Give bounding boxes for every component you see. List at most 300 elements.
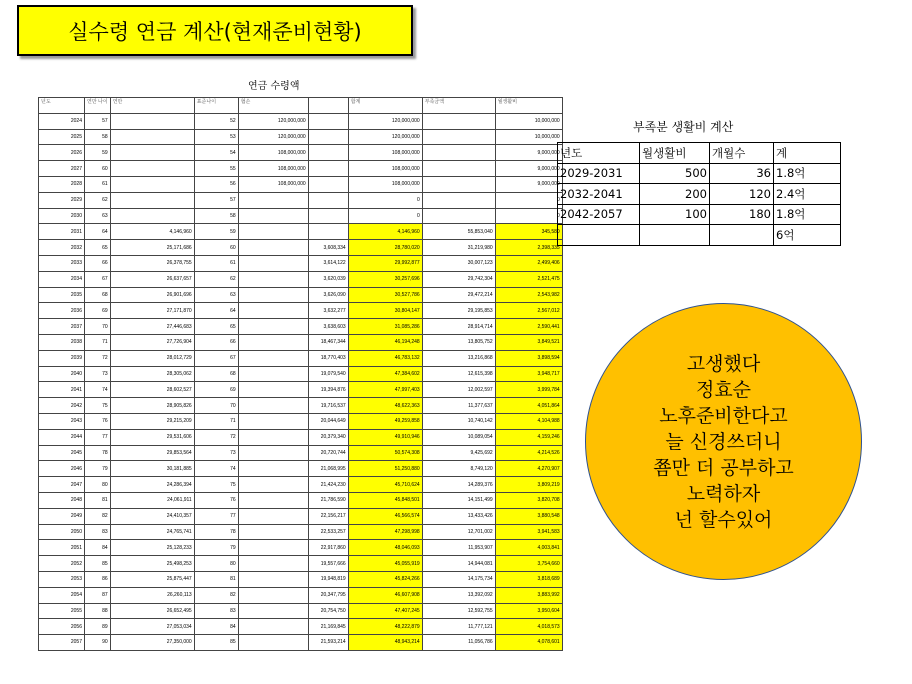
table-cell: 30,804,147 bbox=[348, 303, 422, 319]
table-cell: 2047 bbox=[39, 477, 85, 493]
table-cell: 11,777,121 bbox=[422, 619, 495, 635]
table-cell: 3,941,583 bbox=[495, 524, 562, 540]
table-cell: 12,592,755 bbox=[422, 603, 495, 619]
table-cell bbox=[238, 461, 308, 477]
table-cell: 4,146,960 bbox=[348, 224, 422, 240]
table-cell: 12,002,597 bbox=[422, 382, 495, 398]
table-cell: 80 bbox=[85, 477, 111, 493]
table-row bbox=[39, 271, 563, 287]
table-cell: 46,607,908 bbox=[348, 587, 422, 603]
table-cell: 81 bbox=[85, 492, 111, 508]
table-cell: 24,061,911 bbox=[110, 492, 194, 508]
table-cell: 72 bbox=[85, 350, 111, 366]
table-cell: 108,000,000 bbox=[348, 161, 422, 177]
table-cell bbox=[422, 113, 495, 129]
message-line: 늘 신경쓰더니 bbox=[665, 430, 782, 453]
table-cell: 2,567,012 bbox=[495, 303, 562, 319]
table-cell: 12,615,398 bbox=[422, 366, 495, 382]
table-cell: 0 bbox=[495, 192, 562, 208]
message-line: 정효순 bbox=[695, 378, 752, 401]
table-cell: 90 bbox=[85, 635, 111, 651]
message-line: 노후준비한다고 bbox=[659, 404, 788, 427]
page-title-text: 실수령 연금 계산(현재준비현황) bbox=[68, 19, 362, 44]
table-cell: 64 bbox=[85, 224, 111, 240]
table-cell: 47,407,245 bbox=[348, 603, 422, 619]
table-cell: 55 bbox=[194, 161, 238, 177]
table-row bbox=[39, 145, 563, 161]
table-cell: 21,424,230 bbox=[308, 477, 348, 493]
table-cell: 19,079,540 bbox=[308, 366, 348, 382]
table-cell: 84 bbox=[85, 540, 111, 556]
table-cell: 14,175,734 bbox=[422, 571, 495, 587]
table-cell: 83 bbox=[85, 524, 111, 540]
side-header-row bbox=[558, 143, 841, 164]
table-cell: 28,012,729 bbox=[110, 350, 194, 366]
side-header-cell: 계 bbox=[774, 143, 841, 164]
side-row bbox=[558, 163, 841, 184]
table-cell: 27,446,683 bbox=[110, 319, 194, 335]
side-header-cell: 년도 bbox=[558, 143, 640, 164]
table-cell: 20,347,795 bbox=[308, 587, 348, 603]
table-cell: 69 bbox=[194, 382, 238, 398]
table-cell: 10,000,000 bbox=[495, 129, 562, 145]
table-cell: 20,720,744 bbox=[308, 445, 348, 461]
table-cell: 25,171,686 bbox=[110, 240, 194, 256]
table-row bbox=[39, 176, 563, 192]
main-table-caption: 연금 수령액 bbox=[248, 81, 300, 92]
table-cell: 19,948,819 bbox=[308, 571, 348, 587]
table-cell: 2055 bbox=[39, 603, 85, 619]
side-cell: 100 bbox=[640, 204, 710, 225]
table-cell: 3,948,717 bbox=[495, 366, 562, 382]
table-cell: 120,000,000 bbox=[238, 113, 308, 129]
table-cell: 46,194,248 bbox=[348, 334, 422, 350]
table-cell: 66 bbox=[194, 334, 238, 350]
table-row bbox=[39, 477, 563, 493]
table-cell bbox=[238, 271, 308, 287]
table-row bbox=[39, 224, 563, 240]
table-cell: 62 bbox=[194, 271, 238, 287]
table-cell bbox=[422, 176, 495, 192]
table-cell: 45,710,624 bbox=[348, 477, 422, 493]
side-cell: 1.8억 bbox=[774, 204, 841, 225]
table-cell: 28,602,527 bbox=[110, 382, 194, 398]
table-cell: 57 bbox=[85, 113, 111, 129]
table-cell: 2042 bbox=[39, 398, 85, 414]
table-cell bbox=[238, 492, 308, 508]
table-cell: 0 bbox=[348, 208, 422, 224]
table-cell: 2034 bbox=[39, 271, 85, 287]
table-cell: 2028 bbox=[39, 176, 85, 192]
table-cell: 31,219,980 bbox=[422, 240, 495, 256]
table-header-cell: 월생활비 bbox=[495, 98, 562, 114]
table-cell: 29,215,209 bbox=[110, 413, 194, 429]
table-cell: 3,626,090 bbox=[308, 287, 348, 303]
table-cell: 2043 bbox=[39, 413, 85, 429]
table-cell bbox=[238, 603, 308, 619]
table-cell: 81 bbox=[194, 571, 238, 587]
table-cell: 10,000,000 bbox=[495, 113, 562, 129]
side-cell: 6억 bbox=[774, 225, 841, 246]
table-cell: 8,749,120 bbox=[422, 461, 495, 477]
table-cell: 46,783,132 bbox=[348, 350, 422, 366]
side-row bbox=[558, 184, 841, 205]
table-header-cell: 연만 나이 bbox=[85, 98, 111, 114]
table-cell: 29,472,214 bbox=[422, 287, 495, 303]
table-cell: 25,875,447 bbox=[110, 571, 194, 587]
table-cell bbox=[422, 192, 495, 208]
table-cell: 62 bbox=[85, 192, 111, 208]
table-cell: 46,566,574 bbox=[348, 508, 422, 524]
table-cell bbox=[110, 192, 194, 208]
table-cell: 108,000,000 bbox=[348, 176, 422, 192]
table-cell: 4,051,864 bbox=[495, 398, 562, 414]
table-cell bbox=[238, 429, 308, 445]
side-header-cell: 개월수 bbox=[710, 143, 774, 164]
table-cell: 4,270,907 bbox=[495, 461, 562, 477]
table-cell: 2057 bbox=[39, 635, 85, 651]
table-cell: 2,590,441 bbox=[495, 319, 562, 335]
table-cell: 55,853,040 bbox=[422, 224, 495, 240]
message-line: 고생했다 bbox=[686, 352, 761, 375]
table-cell: 2024 bbox=[39, 113, 85, 129]
table-cell: 45,848,501 bbox=[348, 492, 422, 508]
table-cell: 22,156,217 bbox=[308, 508, 348, 524]
table-cell: 20,754,750 bbox=[308, 603, 348, 619]
table-cell bbox=[238, 508, 308, 524]
table-cell: 28,905,826 bbox=[110, 398, 194, 414]
table-cell: 4,003,841 bbox=[495, 540, 562, 556]
table-header-cell: 부족금액 bbox=[422, 98, 495, 114]
table-cell: 2050 bbox=[39, 524, 85, 540]
table-cell: 30,181,885 bbox=[110, 461, 194, 477]
table-cell: 70 bbox=[194, 398, 238, 414]
table-cell: 57 bbox=[194, 192, 238, 208]
table-cell: 108,000,000 bbox=[238, 176, 308, 192]
side-cell: 1.8억 bbox=[774, 163, 841, 184]
table-cell bbox=[110, 145, 194, 161]
table-cell: 84 bbox=[194, 619, 238, 635]
table-cell: 3,632,277 bbox=[308, 303, 348, 319]
table-cell: 9,000,000 bbox=[495, 145, 562, 161]
table-cell: 3,950,604 bbox=[495, 603, 562, 619]
table-cell bbox=[110, 129, 194, 145]
table-cell bbox=[238, 240, 308, 256]
table-cell: 77 bbox=[194, 508, 238, 524]
table-cell: 2051 bbox=[39, 540, 85, 556]
table-cell bbox=[238, 303, 308, 319]
table-cell: 51,250,880 bbox=[348, 461, 422, 477]
table-cell: 2035 bbox=[39, 287, 85, 303]
table-cell: 2040 bbox=[39, 366, 85, 382]
table-cell: 68 bbox=[85, 287, 111, 303]
table-cell: 47,298,998 bbox=[348, 524, 422, 540]
table-cell: 18,770,403 bbox=[308, 350, 348, 366]
table-cell: 21,593,214 bbox=[308, 635, 348, 651]
message-line: 쬼만 더 공부하고 bbox=[653, 456, 794, 479]
message-line: 노력하자 bbox=[686, 482, 761, 505]
table-cell: 3,620,039 bbox=[308, 271, 348, 287]
table-cell: 3,880,548 bbox=[495, 508, 562, 524]
table-cell: 120,000,000 bbox=[348, 113, 422, 129]
table-cell: 26,637,657 bbox=[110, 271, 194, 287]
table-cell: 13,392,092 bbox=[422, 587, 495, 603]
table-cell bbox=[308, 129, 348, 145]
table-row bbox=[39, 334, 563, 350]
table-cell: 4,146,960 bbox=[110, 224, 194, 240]
table-cell: 76 bbox=[85, 413, 111, 429]
table-cell: 9,425,692 bbox=[422, 445, 495, 461]
table-cell bbox=[110, 176, 194, 192]
table-cell: 3,614,122 bbox=[308, 255, 348, 271]
table-row bbox=[39, 492, 563, 508]
table-cell: 3,898,594 bbox=[495, 350, 562, 366]
table-cell bbox=[238, 587, 308, 603]
table-cell: 3,809,219 bbox=[495, 477, 562, 493]
table-cell: 58 bbox=[85, 129, 111, 145]
table-cell: 76 bbox=[194, 492, 238, 508]
table-cell: 2041 bbox=[39, 382, 85, 398]
table-row bbox=[39, 571, 563, 587]
table-cell: 2036 bbox=[39, 303, 85, 319]
table-cell bbox=[238, 287, 308, 303]
table-row bbox=[39, 429, 563, 445]
table-cell: 48,046,093 bbox=[348, 540, 422, 556]
table-cell: 77 bbox=[85, 429, 111, 445]
side-cell: 2.4억 bbox=[774, 184, 841, 205]
table-cell: 22,917,860 bbox=[308, 540, 348, 556]
table-cell: 59 bbox=[194, 224, 238, 240]
table-cell: 19,394,876 bbox=[308, 382, 348, 398]
table-cell bbox=[238, 192, 308, 208]
table-cell bbox=[308, 161, 348, 177]
table-cell: 27,726,904 bbox=[110, 334, 194, 350]
table-cell bbox=[238, 208, 308, 224]
table-cell: 24,286,394 bbox=[110, 477, 194, 493]
table-cell: 0 bbox=[348, 192, 422, 208]
table-row bbox=[39, 319, 563, 335]
table-cell: 13,433,426 bbox=[422, 508, 495, 524]
table-cell: 22,533,257 bbox=[308, 524, 348, 540]
table-cell bbox=[238, 571, 308, 587]
table-row bbox=[39, 587, 563, 603]
page-title bbox=[17, 5, 413, 56]
side-row bbox=[558, 204, 841, 225]
table-cell: 59 bbox=[85, 145, 111, 161]
table-cell: 2030 bbox=[39, 208, 85, 224]
table-cell: 71 bbox=[85, 334, 111, 350]
table-cell bbox=[238, 413, 308, 429]
table-cell: 2,543,982 bbox=[495, 287, 562, 303]
table-header-cell bbox=[308, 98, 348, 114]
table-cell bbox=[238, 224, 308, 240]
table-cell: 20,044,649 bbox=[308, 413, 348, 429]
table-cell: 3,754,660 bbox=[495, 556, 562, 572]
table-cell: 120,000,000 bbox=[348, 129, 422, 145]
table-cell: 2046 bbox=[39, 461, 85, 477]
table-cell: 2056 bbox=[39, 619, 85, 635]
table-cell: 19,557,666 bbox=[308, 556, 348, 572]
table-cell: 3,883,992 bbox=[495, 587, 562, 603]
table-cell: 67 bbox=[194, 350, 238, 366]
table-cell: 28,305,062 bbox=[110, 366, 194, 382]
table-cell: 10,740,142 bbox=[422, 413, 495, 429]
table-cell: 2044 bbox=[39, 429, 85, 445]
table-header-cell: 연만 bbox=[110, 98, 194, 114]
table-cell: 3,818,689 bbox=[495, 571, 562, 587]
side-row bbox=[558, 225, 841, 246]
shortfall-table bbox=[557, 142, 841, 246]
table-cell: 85 bbox=[194, 635, 238, 651]
table-cell: 3,999,784 bbox=[495, 382, 562, 398]
table-cell bbox=[238, 334, 308, 350]
table-row bbox=[39, 208, 563, 224]
table-cell bbox=[238, 540, 308, 556]
table-cell: 14,944,081 bbox=[422, 556, 495, 572]
table-row bbox=[39, 445, 563, 461]
table-cell: 3,608,334 bbox=[308, 240, 348, 256]
table-cell: 67 bbox=[85, 271, 111, 287]
table-cell: 89 bbox=[85, 619, 111, 635]
side-cell: 36 bbox=[710, 163, 774, 184]
table-cell: 75 bbox=[85, 398, 111, 414]
table-cell: 79 bbox=[85, 461, 111, 477]
table-cell: 4,214,526 bbox=[495, 445, 562, 461]
table-row bbox=[39, 192, 563, 208]
table-cell bbox=[110, 208, 194, 224]
table-row bbox=[39, 382, 563, 398]
table-cell: 30,527,786 bbox=[348, 287, 422, 303]
table-cell: 80 bbox=[194, 556, 238, 572]
table-cell bbox=[238, 382, 308, 398]
table-cell bbox=[308, 145, 348, 161]
table-cell bbox=[110, 113, 194, 129]
table-row bbox=[39, 540, 563, 556]
table-cell: 45,824,266 bbox=[348, 571, 422, 587]
table-cell: 21,068,995 bbox=[308, 461, 348, 477]
table-cell: 14,151,499 bbox=[422, 492, 495, 508]
table-header-cell: 합계 bbox=[348, 98, 422, 114]
table-cell: 120,000,000 bbox=[238, 129, 308, 145]
table-cell: 24,410,357 bbox=[110, 508, 194, 524]
table-cell: 65 bbox=[194, 319, 238, 335]
table-cell bbox=[308, 208, 348, 224]
table-cell: 27,053,034 bbox=[110, 619, 194, 635]
table-row bbox=[39, 287, 563, 303]
table-cell: 75 bbox=[194, 477, 238, 493]
table-row bbox=[39, 619, 563, 635]
table-cell: 74 bbox=[85, 382, 111, 398]
table-cell: 108,000,000 bbox=[348, 145, 422, 161]
table-cell: 73 bbox=[85, 366, 111, 382]
table-cell: 28,780,020 bbox=[348, 240, 422, 256]
table-cell: 4,159,246 bbox=[495, 429, 562, 445]
table-cell: 49,910,946 bbox=[348, 429, 422, 445]
table-row bbox=[39, 413, 563, 429]
table-cell: 61 bbox=[194, 255, 238, 271]
side-cell: 500 bbox=[640, 163, 710, 184]
table-cell: 53 bbox=[194, 129, 238, 145]
table-cell: 50,574,308 bbox=[348, 445, 422, 461]
table-cell: 24,765,741 bbox=[110, 524, 194, 540]
table-cell: 73 bbox=[194, 445, 238, 461]
side-cell: 2032-2041 bbox=[558, 184, 640, 205]
table-cell: 9,000,000 bbox=[495, 161, 562, 177]
table-header-cell: 표준나이 bbox=[194, 98, 238, 114]
table-cell: 18,467,344 bbox=[308, 334, 348, 350]
table-cell: 48,222,879 bbox=[348, 619, 422, 635]
table-row bbox=[39, 524, 563, 540]
table-cell: 71 bbox=[194, 413, 238, 429]
table-cell: 21,786,590 bbox=[308, 492, 348, 508]
table-cell: 11,377,637 bbox=[422, 398, 495, 414]
table-cell bbox=[238, 366, 308, 382]
table-cell: 79 bbox=[194, 540, 238, 556]
table-row bbox=[39, 350, 563, 366]
table-cell: 68 bbox=[194, 366, 238, 382]
table-cell: 2049 bbox=[39, 508, 85, 524]
table-cell: 25,128,233 bbox=[110, 540, 194, 556]
table-row bbox=[39, 161, 563, 177]
side-header-cell: 월생활비 bbox=[640, 143, 710, 164]
table-cell: 82 bbox=[194, 587, 238, 603]
table-cell: 2052 bbox=[39, 556, 85, 572]
table-header-row bbox=[39, 98, 563, 114]
table-cell bbox=[308, 192, 348, 208]
table-cell: 30,007,123 bbox=[422, 255, 495, 271]
table-cell: 86 bbox=[85, 571, 111, 587]
table-cell: 60 bbox=[85, 161, 111, 177]
table-cell: 26,260,113 bbox=[110, 587, 194, 603]
table-row bbox=[39, 129, 563, 145]
table-cell bbox=[238, 619, 308, 635]
table-cell: 78 bbox=[194, 524, 238, 540]
table-cell bbox=[238, 255, 308, 271]
table-row bbox=[39, 240, 563, 256]
table-cell: 4,078,601 bbox=[495, 635, 562, 651]
table-cell: 2027 bbox=[39, 161, 85, 177]
table-cell: 27,350,000 bbox=[110, 635, 194, 651]
table-cell bbox=[238, 350, 308, 366]
table-row bbox=[39, 508, 563, 524]
table-cell: 29,195,853 bbox=[422, 303, 495, 319]
table-cell: 47,384,602 bbox=[348, 366, 422, 382]
table-cell: 3,849,521 bbox=[495, 334, 562, 350]
table-row bbox=[39, 556, 563, 572]
table-row bbox=[39, 113, 563, 129]
table-cell bbox=[238, 635, 308, 651]
table-cell: 11,953,907 bbox=[422, 540, 495, 556]
table-cell: 2032 bbox=[39, 240, 85, 256]
table-cell: 28,914,714 bbox=[422, 319, 495, 335]
table-row bbox=[39, 398, 563, 414]
table-cell: 83 bbox=[194, 603, 238, 619]
table-cell: 52 bbox=[194, 113, 238, 129]
side-cell: 180 bbox=[710, 204, 774, 225]
table-row bbox=[39, 255, 563, 271]
table-cell bbox=[238, 398, 308, 414]
table-cell: 29,992,877 bbox=[348, 255, 422, 271]
table-cell: 47,997,403 bbox=[348, 382, 422, 398]
side-cell: 2029-2031 bbox=[558, 163, 640, 184]
table-cell: 58 bbox=[194, 208, 238, 224]
table-cell: 2045 bbox=[39, 445, 85, 461]
table-cell: 85 bbox=[85, 556, 111, 572]
table-row bbox=[39, 461, 563, 477]
table-cell: 61 bbox=[85, 176, 111, 192]
table-cell bbox=[308, 176, 348, 192]
table-cell bbox=[238, 524, 308, 540]
